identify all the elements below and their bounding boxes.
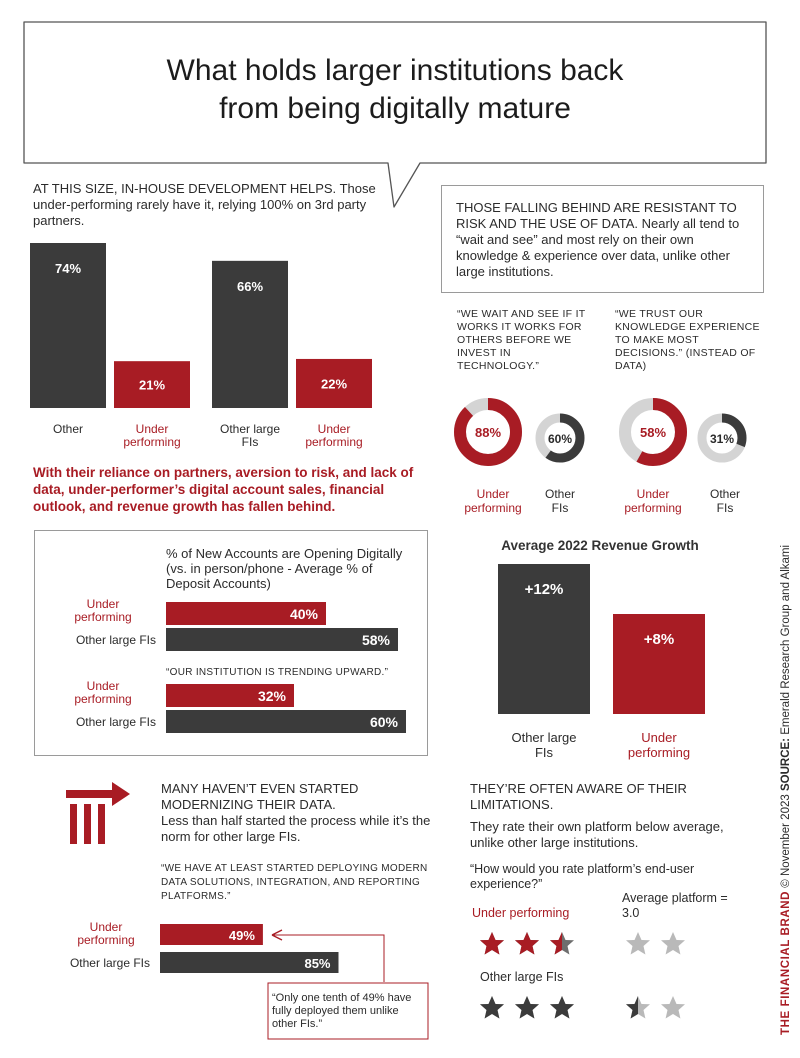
dev-bar-label-0: 74%: [54, 261, 82, 276]
modern-section-text: [161, 781, 441, 845]
dev-section-text: [33, 181, 393, 229]
average-platform-label: Average platform = 3.0: [622, 891, 728, 920]
donut-category-0: Under performing: [464, 487, 522, 515]
modern-category-0: Under performing: [77, 920, 135, 947]
revenue-category-1: Under performing: [627, 730, 691, 760]
new-accounts-bar-chart: [40, 596, 425, 746]
aware-body: They rate their own platform below average, unlike other large institutions.: [470, 819, 724, 850]
under-rating-star-1: [515, 932, 539, 955]
other-fis-rating-label: Other large FIs: [480, 970, 564, 984]
dev-category-2: Other large FIs: [219, 422, 281, 449]
source-label: SOURCE:: [780, 738, 792, 792]
revenue-category-0: Other large FIs: [511, 730, 577, 760]
revenue-value-0: +12%: [524, 581, 564, 598]
modern-category-1: Other large FIs: [69, 956, 150, 970]
under-avg-star-empty-1: [661, 932, 685, 955]
other-rating-star-2: [550, 996, 574, 1019]
accounts2-category-0: Under performing: [74, 679, 132, 706]
aware-question: “How would you rate platform’s end-user experience?”: [470, 862, 695, 891]
modern-heading: MANY HAVEN’T EVEN STARTED MODERNIZING THEIR DATA.: [161, 781, 359, 812]
modern-quote: “WE HAVE AT LEAST STARTED DEPLOYING MODERN DATA SOLUTIONS, INTEGRATION, AND REPORTING PLATFORMS.”: [161, 863, 428, 902]
donut-wait-under-label: 88%: [474, 425, 502, 440]
dev-category-3: Under performing: [305, 422, 363, 449]
accounts1-value-1: 58%: [361, 632, 390, 648]
accounts1-value-0: 40%: [289, 606, 318, 622]
quote-trust-knowledge: [615, 308, 765, 373]
modern-callout: “Only one tenth of 49% have fully deployed them unlike other FIs.”: [272, 992, 412, 1030]
revenue-growth-bar-chart: [480, 560, 730, 765]
accounts-title: % of New Accounts are Opening Digitally (vs. in person/phone - Average % of Deposit Accounts): [166, 546, 403, 591]
brand-name: THE FINANCIAL BRAND: [780, 890, 792, 1035]
donut-category-2: Under performing: [624, 487, 682, 515]
accounts-quote: “OUR INSTITUTION IS TRENDING UPWARD.”: [166, 667, 389, 678]
other-rating-star-0: [480, 996, 504, 1019]
dev-heading: AT THIS SIZE, IN-HOUSE DEVELOPMENT HELPS.: [33, 181, 337, 196]
summary-text: With their reliance on partners, aversion to risk, and lack of data, under-performer’s digital account sales, financial outlook, and revenue growth has fallen behind.: [33, 465, 414, 514]
risk-section-text: [456, 200, 756, 280]
revenue-value-1: +8%: [643, 631, 675, 648]
in-house-dev-bar-chart: [30, 238, 390, 453]
dev-category-1: Under performing: [123, 422, 181, 449]
quote-trust-knowledge-text: “WE TRUST OUR KNOWLEDGE EXPERIENCE TO MAKE MOST DECISIONS.”: [615, 308, 760, 359]
risk-body: Nearly all tend to “wait and see” and most rely on their own knowledge & experience over data, unlike other large institutions.: [456, 216, 740, 279]
donut-category-1: Other FIs: [544, 487, 576, 515]
aware-heading: THEY’RE OFTEN AWARE OF THEIR LIMITATIONS.: [470, 781, 687, 812]
other-avg-star-empty-1: [661, 996, 685, 1019]
dev-body: Those under-performing rarely have it, relying 100% on 3rd party partners.: [33, 181, 376, 228]
source-text: Emerald Research Group and Alkami: [780, 544, 792, 738]
copyright-text: © November 2023: [780, 791, 792, 891]
title-line-2: from being digitally mature: [219, 92, 571, 125]
modern-value-0: 49%: [228, 928, 255, 943]
rating-stars: [470, 920, 720, 1030]
donut-category-3: Other FIs: [709, 487, 741, 515]
revenue-title: Average 2022 Revenue Growth: [501, 538, 699, 553]
aware-section-text: [470, 781, 750, 851]
accounts1-category-0: Under performing: [74, 597, 132, 624]
modern-value-1: 85%: [304, 956, 331, 971]
quote-trust-knowledge-note: (INSTEAD OF DATA): [615, 347, 756, 372]
modernize-bar-chart: [40, 918, 440, 1058]
risk-donut-charts: [440, 385, 770, 525]
accounts1-category-1: Other large FIs: [75, 633, 156, 647]
title-line-1: What holds larger institutions back: [166, 54, 624, 87]
modernize-arrow-icon: [62, 782, 134, 848]
dev-category-0: Other: [52, 422, 84, 436]
modern-body: Less than half started the process while it’s the norm for other large FIs.: [161, 813, 431, 844]
other-rating-star-1: [515, 996, 539, 1019]
risk-heading: THOSE FALLING BEHIND ARE RESISTANT TO RISK AND THE USE OF DATA.: [456, 200, 737, 231]
dev-bar-label-1: 21%: [138, 377, 166, 393]
donut-wait-other-label: 60%: [547, 432, 573, 446]
under-performing-rating-label: Under performing: [472, 906, 570, 920]
dev-bar-label-3: 22%: [320, 376, 348, 392]
donut-trust-under-label: 58%: [639, 425, 667, 440]
accounts2-value-0: 32%: [257, 688, 286, 704]
dev-bar-label-2: 66%: [236, 278, 264, 294]
side-credit: [779, 545, 793, 1035]
under-rating-star-0: [480, 932, 504, 955]
revenue-bar-1: [613, 614, 705, 714]
donut-trust-other-label: 31%: [709, 432, 735, 446]
accounts2-value-1: 60%: [369, 714, 398, 730]
accounts2-category-1: Other large FIs: [75, 715, 156, 729]
under-avg-star-empty-0: [626, 932, 650, 955]
page-title: [24, 52, 766, 128]
quote-wait-and-see: “WE WAIT AND SEE IF IT WORKS IT WORKS FOR OTHERS BEFORE WE INVEST IN TECHNOLOGY.”: [457, 308, 586, 372]
